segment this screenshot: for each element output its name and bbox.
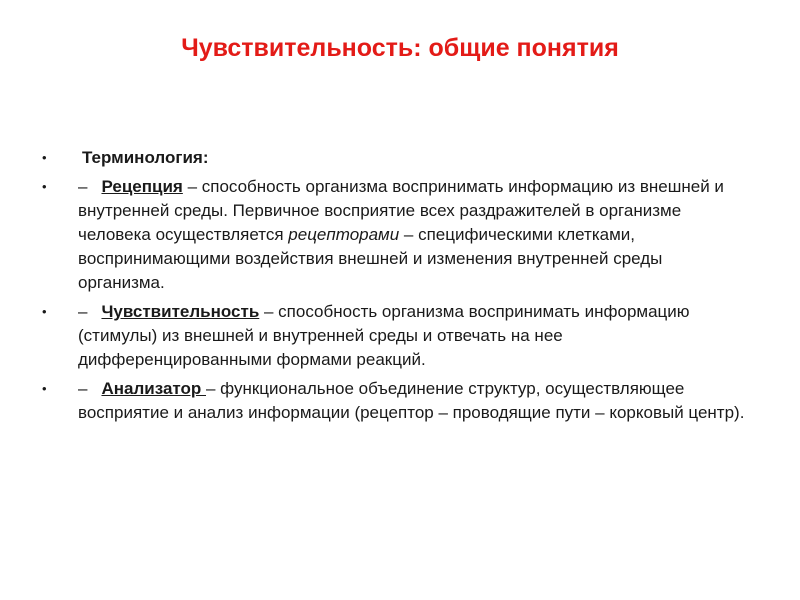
dash: – — [78, 177, 88, 196]
bullet-icon: • — [42, 304, 47, 319]
definition-reception-part1: – способность организма воспринимать информацию из внешней и внутренней среды. Первичное восприятие всех раздражителей в организме человека осуществляется — [78, 177, 724, 244]
list-item-heading — [42, 146, 752, 170]
bullet-icon: • — [42, 381, 47, 396]
term-sensitivity: Чувствительность — [101, 302, 260, 321]
list-item-reception — [42, 175, 752, 295]
definition-reception-part2: – специфическими клетками, воспринимающими воздействия внешней и изменения внутренней среды организма. — [78, 225, 663, 292]
terminology-heading: Терминология: — [82, 148, 209, 167]
term-analyzer: Анализатор — [101, 379, 206, 398]
bullet-list — [42, 146, 752, 430]
dash: – — [78, 379, 88, 398]
dash: – — [78, 302, 88, 321]
bullet-icon: • — [42, 150, 47, 165]
definition-analyzer: – функциональное объединение структур, осуществляющее восприятие и анализ информации (рецептор – проводящие пути – корковый центр). — [78, 379, 745, 422]
slide-title: Чувствительность: общие понятия — [181, 34, 619, 62]
definition-sensitivity: – способность организма воспринимать информацию (стимулы) из внешней и внутренней среды и отвечать на нее дифференцированными формами реакций. — [78, 302, 690, 369]
receptors-emphasis: рецепторами — [288, 225, 400, 244]
list-item-analyzer — [42, 377, 752, 425]
list-item-sensitivity — [42, 300, 752, 372]
bullet-icon: • — [42, 179, 47, 194]
term-reception: Рецепция — [101, 177, 183, 196]
